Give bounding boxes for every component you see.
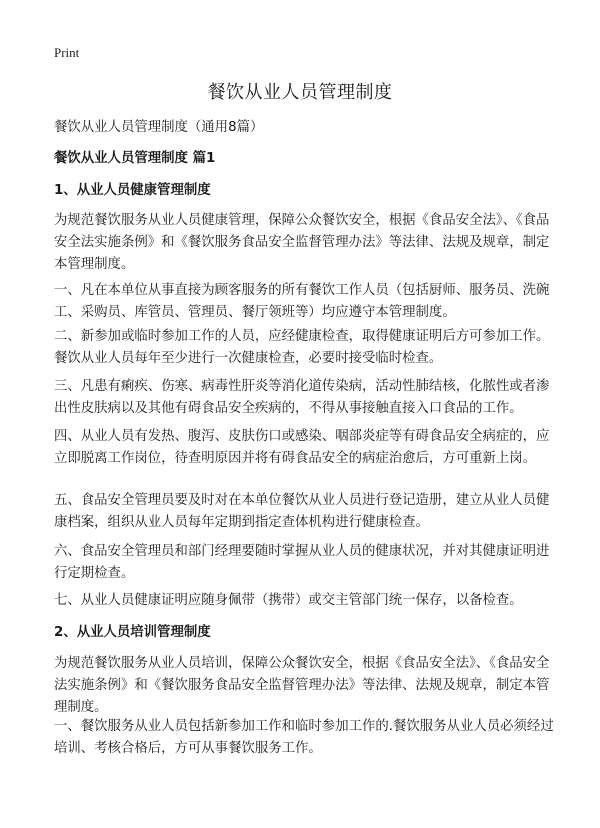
section-1-item-6: 六、食品安全管理员和部门经理要随时掌握从业人员的健康状况，并对其健康证明进行定期检查。 (54, 544, 550, 581)
section-1-intro: 为规范餐饮服务从业人员健康管理，保障公众餐饮安全，根据《食品安全法》、《食品安全法实施条例》和《餐饮服务食品安全监督管理办法》等法律、法规及规章，制定本管理制度。 (54, 213, 550, 272)
section-1-item-2: 二、新参加或临时参加工作的人员，应经健康检查，取得健康证明后方可参加工作。餐饮从业人员每年至少进行一次健康检查，必要时接受临时检查。 (54, 329, 550, 366)
page-title: 餐饮从业人员管理制度 (207, 82, 393, 103)
section-1-item-7: 七、从业人员健康证明应随身佩带（携带）或交主管部门统一保存，以备检查。 (54, 593, 523, 608)
section-2-item-1: 一、餐饮服务从业人员包括新参加工作和临时参加工作的.餐饮服务从业人员必须经过培训、考核合格后，方可从事餐饮服务工作。 (54, 719, 554, 756)
subtitle: 餐饮从业人员管理制度（通用8篇） (54, 120, 264, 135)
section-1-item-5: 五、食品安全管理员要及时对在本单位餐饮从业人员进行登记造册，建立从业人员健康档案，组织从业人员每年定期到指定查体机构进行健康检查。 (54, 493, 550, 530)
part-heading: 餐饮从业人员管理制度 篇1 (54, 151, 216, 166)
section-2-intro: 为规范餐饮服务从业人员培训，保障公众餐饮安全，根据《食品安全法》、《食品安全法实施条例》和《餐饮服务食品安全监督管理办法》等法律、法规及规章，制定本管理制度。 (54, 656, 550, 715)
section-1-heading: 1、从业人员健康管理制度 (54, 183, 211, 198)
section-2-heading: 2、从业人员培训管理制度 (54, 625, 211, 640)
section-1-item-4: 四、从业人员有发热、腹泻、皮肤伤口或感染、咽部炎症等有碍食品安全病症的，应立即脱离工作岗位，待查明原因并将有碍食品安全的病症治愈后，方可重新上岗。 (54, 429, 550, 466)
section-1-item-1: 一、凡在本单位从事直接为顾客服务的所有餐饮工作人员（包括厨师、服务员、洗碗工、采购员、库管员、管理员、餐厅领班等）均应遵守本管理制度。 (54, 283, 550, 320)
section-1-item-3: 三、凡患有痢疾、伤寒、病毒性肝炎等消化道传染病，活动性肺结核，化脓性或者渗出性皮肤病以及其他有碍食品安全疾病的，不得从事接触直接入口食品的工作。 (54, 379, 550, 416)
print-link[interactable]: Print (54, 45, 80, 60)
